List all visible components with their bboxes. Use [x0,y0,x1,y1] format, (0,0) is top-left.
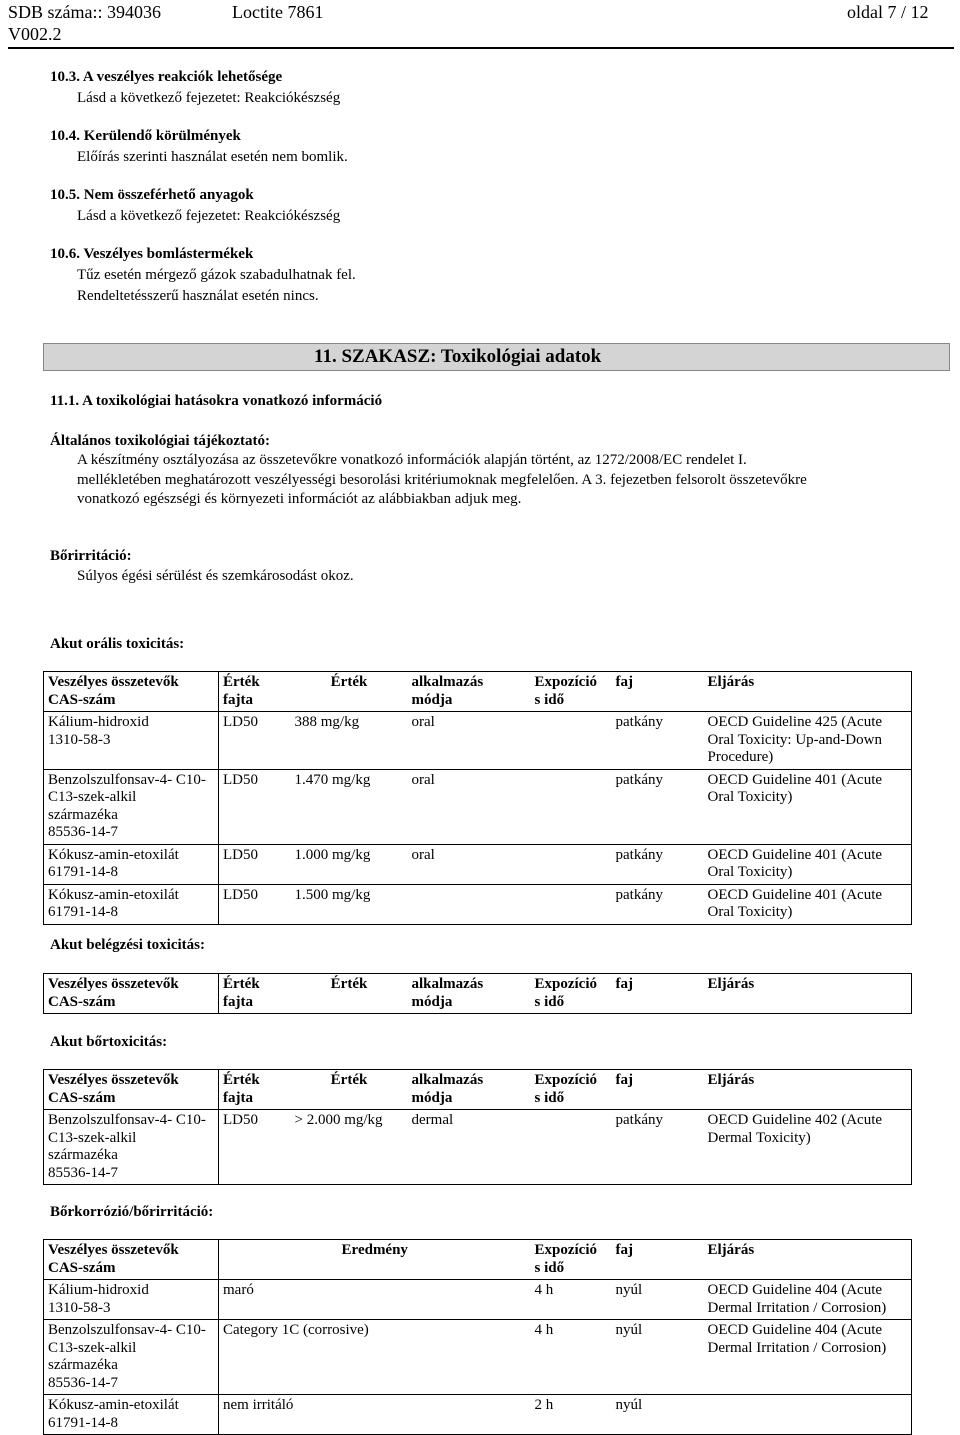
method-cell: OECD Guideline 425 (Acute Oral Toxicity: Up-and-Down Procedure) [704,712,912,770]
exposure-cell [531,884,612,924]
value-type-cell: LD50 [219,884,291,924]
s11-1-title: 11.1. A toxikológiai hatásokra vonatkozó információ [50,393,383,409]
table-row [44,1280,912,1320]
table-row [44,769,912,844]
table-header-row [44,1240,912,1280]
method-cell [704,1395,912,1435]
method-cell: OECD Guideline 401 (Acute Oral Toxicity) [704,884,912,924]
result-cell: maró [219,1280,531,1320]
value-type-cell: LD50 [219,769,291,844]
acute-dermal-table [43,1069,912,1185]
route-cell: oral [408,844,531,884]
section-11-banner [43,343,950,371]
species-cell: patkány [612,769,704,844]
exposure-cell [531,844,612,884]
header-route: alkalmazás módja [408,1070,531,1110]
value-cell: > 2.000 mg/kg [291,1110,408,1185]
table-row [44,712,912,770]
s10-3-text: Lásd a következő fejezetet: Reakciókészség [77,90,341,106]
sdb-number: SDB száma:: 394036 [8,2,161,22]
product-name: Loctite 7861 [232,2,324,22]
s10-4-text: Előírás szerinti használat esetén nem bomlik. [77,149,348,165]
skin-corrosion-table [43,1239,912,1435]
exposure-cell [531,712,612,770]
exposure-cell: 2 h [531,1395,612,1435]
species-cell: nyúl [612,1280,704,1320]
acute-inhalation-table [43,973,912,1014]
acute-inhalation-title: Akut belégzési toxicitás: [50,937,205,953]
header-method: Eljárás [704,1240,912,1280]
header-value: Érték [291,672,408,712]
method-cell: OECD Guideline 401 (Acute Oral Toxicity) [704,769,912,844]
table-row [44,1110,912,1185]
route-cell: oral [408,769,531,844]
table-row [44,1395,912,1435]
general-tox-line-3: vonatkozó egészségi és környezeti információt az alábbiakban adjuk meg. [77,491,522,507]
table-row [44,844,912,884]
header-value-type: Érték fajta [219,974,291,1014]
species-cell: patkány [612,884,704,924]
component-cell: Kókusz-amin-etoxilát 61791-14-8 [44,884,219,924]
header-value-type: Érték fajta [219,1070,291,1110]
route-cell: oral [408,712,531,770]
acute-oral-table [43,671,912,925]
route-cell: dermal [408,1110,531,1185]
s10-6-text-1: Tűz esetén mérgező gázok szabadulhatnak fel. [77,267,356,283]
method-cell: OECD Guideline 401 (Acute Oral Toxicity) [704,844,912,884]
s10-5-title: 10.5. Nem összeférhető anyagok [50,187,254,203]
route-cell [408,884,531,924]
section-11-title: 11. SZAKASZ: Toxikológiai adatok [314,346,602,367]
exposure-cell [531,769,612,844]
component-cell: Benzolszulfonsav-4- C10- C13-szek-alkil származéka 85536-14-7 [44,1110,219,1185]
header-species: faj [612,1240,704,1280]
header-species: faj [612,672,704,712]
table-header-row [44,974,912,1014]
species-cell: patkány [612,712,704,770]
species-cell: patkány [612,1110,704,1185]
s10-3-title: 10.3. A veszélyes reakciók lehetősége [50,69,283,85]
header-component: Veszélyes összetevők CAS-szám [44,974,219,1014]
general-tox-title: Általános toxikológiai tájékoztató: [50,433,270,449]
species-cell: nyúl [612,1320,704,1395]
component-cell: Kálium-hidroxid 1310-58-3 [44,712,219,770]
header-rule [8,47,954,49]
method-cell: OECD Guideline 402 (Acute Dermal Toxicity) [704,1110,912,1185]
value-type-cell: LD50 [219,1110,291,1185]
table-header-row [44,1070,912,1110]
value-cell: 388 mg/kg [291,712,408,770]
header-value: Érték [291,1070,408,1110]
header-result: Eredmény [219,1240,531,1280]
skin-irritation-title: Bőrirritáció: [50,548,132,564]
header-exposure: Expozíció s idő [531,672,612,712]
s10-6-text-2: Rendeltetésszerű használat esetén nincs. [77,288,319,304]
component-cell: Kókusz-amin-etoxilát 61791-14-8 [44,1395,219,1435]
table-row [44,1320,912,1395]
value-cell: 1.000 mg/kg [291,844,408,884]
result-cell: Category 1C (corrosive) [219,1320,531,1395]
acute-dermal-title: Akut bőrtoxicitás: [50,1034,168,1050]
page-number: oldal 7 / 12 [847,2,929,22]
header-route: alkalmazás módja [408,672,531,712]
header-value: Érték [291,974,408,1014]
value-type-cell: LD50 [219,712,291,770]
table-row [44,884,912,924]
general-tox-line-2: mellékletében meghatározott veszélyességi besorolási kritériumoknak megfelelően. A 3. fejezetben felsorolt összetevőkre [77,472,807,488]
exposure-cell: 4 h [531,1280,612,1320]
skin-irritation-text: Súlyos égési sérülést és szemkárosodást okoz. [77,568,354,584]
species-cell: patkány [612,844,704,884]
method-cell: OECD Guideline 404 (Acute Dermal Irritation / Corrosion) [704,1280,912,1320]
value-cell: 1.470 mg/kg [291,769,408,844]
header-species: faj [612,1070,704,1110]
s10-4-title: 10.4. Kerülendő körülmények [50,128,241,144]
header-species: faj [612,974,704,1014]
header-method: Eljárás [704,1070,912,1110]
header-component: Veszélyes összetevők CAS-szám [44,1070,219,1110]
header-component: Veszélyes összetevők CAS-szám [44,1240,219,1280]
header-exposure: Expozíció s idő [531,1240,612,1280]
value-type-cell: LD50 [219,844,291,884]
component-cell: Kókusz-amin-etoxilát 61791-14-8 [44,844,219,884]
component-cell: Benzolszulfonsav-4- C10- C13-szek-alkil származéka 85536-14-7 [44,769,219,844]
header-value-type: Érték fajta [219,672,291,712]
header-method: Eljárás [704,672,912,712]
result-cell: nem irritáló [219,1395,531,1435]
exposure-cell: 4 h [531,1320,612,1395]
skin-corrosion-title: Bőrkorrózió/bőrirritáció: [50,1204,214,1220]
header-method: Eljárás [704,974,912,1014]
acute-oral-title: Akut orális toxicitás: [50,636,185,652]
component-cell: Benzolszulfonsav-4- C10- C13-szek-alkil származéka 85536-14-7 [44,1320,219,1395]
table-header-row [44,672,912,712]
method-cell: OECD Guideline 404 (Acute Dermal Irritation / Corrosion) [704,1320,912,1395]
header-route: alkalmazás módja [408,974,531,1014]
exposure-cell [531,1110,612,1185]
version-label: V002.2 [8,24,62,44]
s10-5-text: Lásd a következő fejezetet: Reakciókészség [77,208,341,224]
component-cell: Kálium-hidroxid 1310-58-3 [44,1280,219,1320]
species-cell: nyúl [612,1395,704,1435]
general-tox-line-1: A készítmény osztályozása az összetevőkre vonatkozó információk alapján történt, az 1272/2008/EC rendelet I. [77,452,747,468]
header-component: Veszélyes összetevők CAS-szám [44,672,219,712]
s10-6-title: 10.6. Veszélyes bomlástermékek [50,246,254,262]
value-cell: 1.500 mg/kg [291,884,408,924]
header-exposure: Expozíció s idő [531,1070,612,1110]
header-exposure: Expozíció s idő [531,974,612,1014]
